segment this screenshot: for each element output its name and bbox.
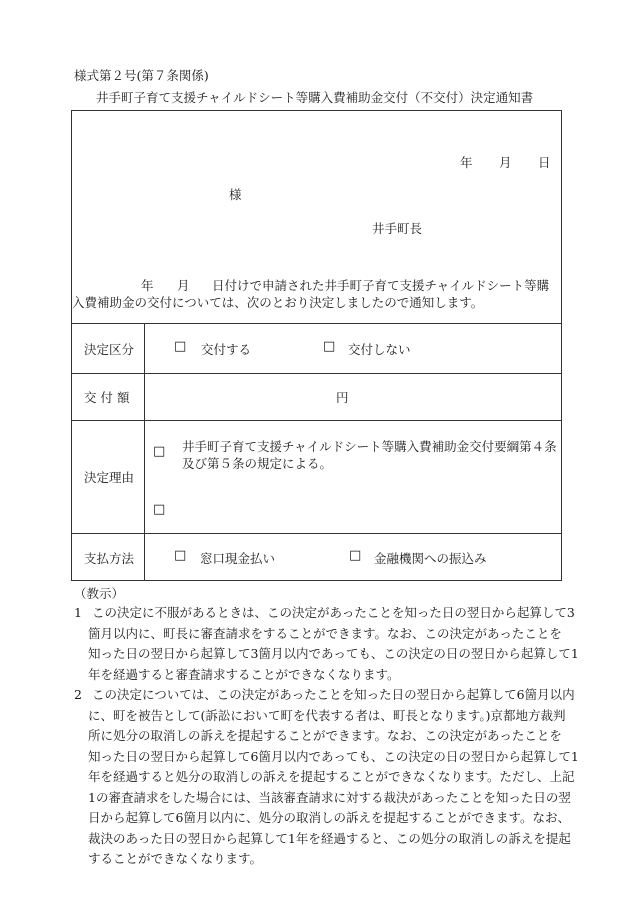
recipient-suffix: 様 <box>229 187 242 202</box>
reason-label: 決定理由 <box>84 470 135 485</box>
note-item-2 <box>74 685 579 870</box>
note-line: 1の審査請求をした場合には、当該審査請求に対する裁決があったことを知った日の翌 <box>88 789 571 805</box>
amount-label: 交 付 額 <box>84 390 130 405</box>
reason-regulation-checkbox[interactable]: □ <box>153 444 166 459</box>
table-divider <box>72 533 561 534</box>
payment-cash-checkbox[interactable]: □ <box>174 548 187 563</box>
decision-label: 決定区分 <box>84 342 135 357</box>
amount-unit: 円 <box>336 390 349 405</box>
payment-label: 支払方法 <box>84 551 135 566</box>
note-line: この決定に不服があるときは、この決定があったことを知った日の翌日から起算して3 <box>92 605 575 620</box>
reason-regulation-line2: 及び第５条の規定による。 <box>182 456 333 471</box>
decision-grant-label: 交付する <box>201 342 252 357</box>
note-line: 裁決のあった日の翌日から起算して1年を経過すると、この処分の取消しの訴えを提起 <box>88 830 571 846</box>
note-line: 知った日の翌日から起算して3箇月以内であっても、この決定の日の翌日から起算して1 <box>88 646 579 661</box>
notes-heading: （教示） <box>74 586 125 601</box>
note-line: 箇月以内に、町長に審査請求をすることができます。なお、この決定があったことを <box>88 625 562 641</box>
body-year-label: 年 <box>141 278 154 293</box>
date-year-label: 年 <box>460 155 473 170</box>
note-line: することができなくなります。 <box>88 851 263 866</box>
note-line: 日から起算して6箇月以内に、処分の取消しの訴えを提起することができます。なお、 <box>88 810 570 825</box>
reason-other-checkbox[interactable]: □ <box>153 502 166 517</box>
payment-transfer-checkbox[interactable]: □ <box>349 548 362 563</box>
table-divider <box>72 323 561 324</box>
document-title: 井手町子育て支援チャイルドシート等購入費補助金交付（不交付）決定通知書 <box>96 90 534 105</box>
table-column-divider <box>144 323 145 581</box>
table-divider <box>72 373 561 374</box>
payment-transfer-label: 金融機関への振込み <box>374 551 487 566</box>
note-item-1 <box>74 603 579 685</box>
reason-regulation-line1: 井手町子育て支援チャイルドシート等購入費補助金交付要綱第４条 <box>182 439 557 454</box>
note-line: 所に処分の取消しの訴えを提起することができます。なお、この決定があったことを <box>88 728 562 743</box>
decision-grant-checkbox[interactable]: □ <box>174 339 187 354</box>
sender-name: 井手町長 <box>372 221 423 236</box>
date-day-label: 日 <box>538 155 551 170</box>
note-line: 年を経過すると審査請求することができなくなります。 <box>88 666 400 682</box>
note-line: に、町を被告として(訴訟において町を代表する者は、町長となります。)京都地方裁判 <box>88 707 566 723</box>
body-text-line1: 日付けで申請された井手町子育て支援チャイルドシート等購 <box>212 278 550 293</box>
decision-deny-label: 交付しない <box>348 342 411 357</box>
table-divider <box>72 420 561 421</box>
body-text-line2: 入費補助金の交付については、次のとおり決定しましたので通知します。 <box>72 295 484 310</box>
decision-deny-checkbox[interactable]: □ <box>323 339 336 354</box>
note-line: 知った日の翌日から起算して6箇月以内であっても、この決定の日の翌日から起算して1 <box>88 748 579 764</box>
note-number: 1 <box>74 605 82 620</box>
notice-form-table <box>71 110 562 581</box>
note-number: 2 <box>74 687 82 702</box>
form-number: 様式第２号(第７条関係) <box>74 68 209 83</box>
body-month-label: 月 <box>177 278 190 293</box>
note-line: 年を経過すると処分の取消しの訴えを提起することができなくなります。ただし、上記 <box>88 769 575 784</box>
date-month-label: 月 <box>499 155 512 170</box>
payment-cash-label: 窓口現金払い <box>200 551 276 566</box>
note-line: この決定については、この決定があったことを知った日の翌日から起算して6箇月以内 <box>92 687 575 702</box>
